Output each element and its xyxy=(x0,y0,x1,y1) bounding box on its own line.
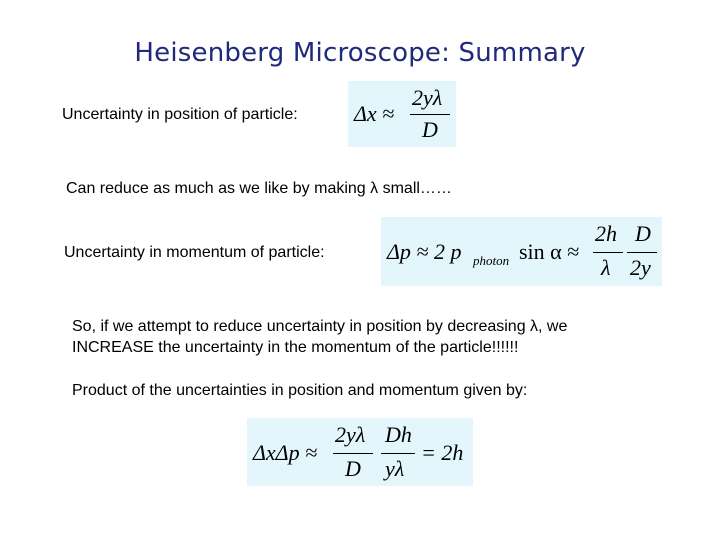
eq3-lhs: ΔxΔp ≈ xyxy=(253,440,318,465)
eq3-fraction-bar-1 xyxy=(333,453,373,454)
eq1-fraction-bar xyxy=(410,114,450,115)
momentum-uncertainty-label: Uncertainty in momentum of particle: xyxy=(64,244,325,261)
eq2-denominator-1: λ xyxy=(601,255,611,280)
eq3-numerator-2: Dh xyxy=(385,422,412,447)
product-uncertainties-label: Product of the uncertainties in position and momentum given by: xyxy=(72,382,528,399)
eq3-numerator-1: 2yλ xyxy=(335,422,366,447)
eq1-numerator: 2yλ xyxy=(412,85,443,110)
eq2-denominator-2: 2y xyxy=(630,255,651,280)
eq1-denominator: D xyxy=(422,117,438,142)
slide-title: Heisenberg Microscope: Summary xyxy=(134,38,586,68)
eq2-fraction-bar-1 xyxy=(593,252,623,253)
eq1-lhs: Δx ≈ xyxy=(354,101,395,126)
eq3-denominator-1: D xyxy=(345,456,361,481)
eq3-fraction-bar-2 xyxy=(381,453,415,454)
product-uncertainty-equation xyxy=(247,418,473,486)
position-uncertainty-equation xyxy=(348,81,456,147)
momentum-uncertainty-equation xyxy=(381,217,662,286)
eq2-numerator-1: 2h xyxy=(595,221,617,246)
reduce-lambda-text: Can reduce as much as we like by making λ small…… xyxy=(66,180,452,197)
reduce-position-paragraph-line2: INCREASE the uncertainty in the momentum of the particle!!!!!! xyxy=(72,339,519,356)
eq2-subscript: photon xyxy=(473,253,510,268)
eq2-fraction-bar-2 xyxy=(627,252,657,253)
eq3-rhs: = 2h xyxy=(421,440,464,465)
eq2-sin: sin α ≈ xyxy=(519,239,580,264)
position-uncertainty-label: Uncertainty in position of particle: xyxy=(62,106,298,123)
reduce-position-paragraph-line1: So, if we attempt to reduce uncertainty in position by decreasing λ, we xyxy=(72,318,568,335)
eq2-lhs: Δp ≈ 2 p xyxy=(387,239,462,264)
eq3-denominator-2: yλ xyxy=(385,456,405,481)
eq2-numerator-2: D xyxy=(635,221,651,246)
